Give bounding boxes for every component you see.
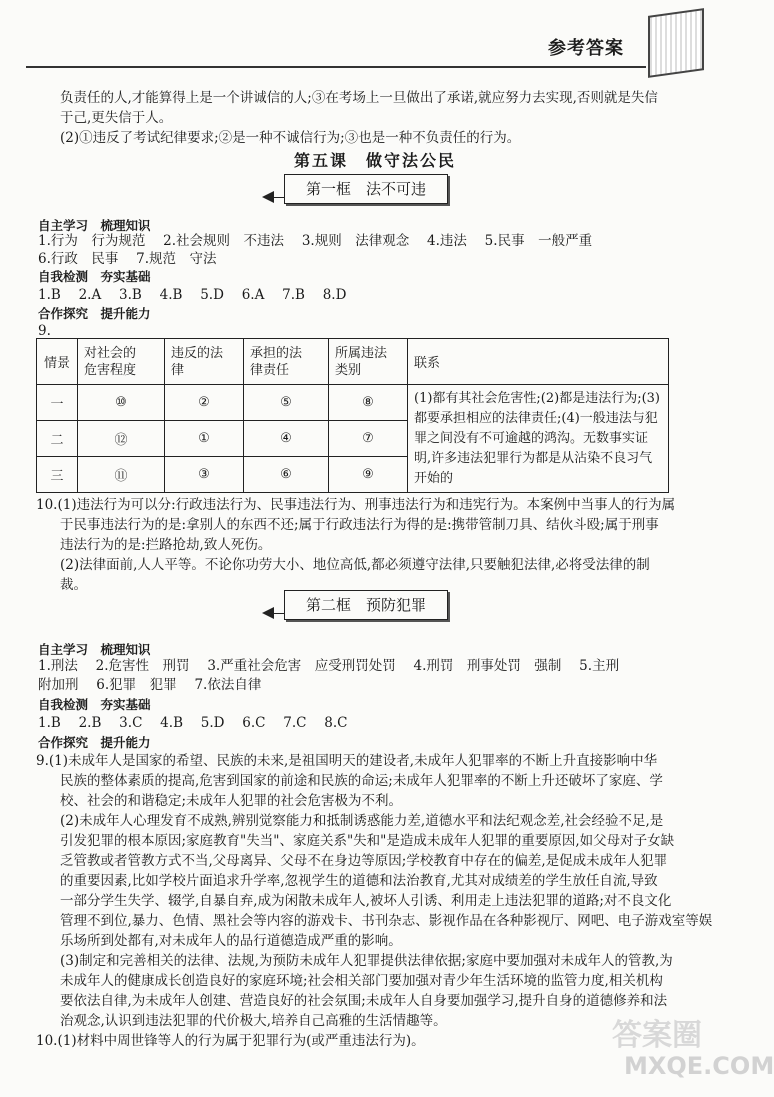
table-row [37,385,669,421]
s1-q10-line-3: 违法行为的是:拦路抢劫,致人死伤。 [60,537,272,553]
s2-q10-line: 10.(1)材料中周世锋等人的行为属于犯罪行为(或严重违法行为)。 [36,1033,425,1049]
table-cell: ② [165,385,244,421]
s2-q9-line: 乏管教或者管教方式不当,父母离异、父母不在身边等原因;学校教育中存在的偏差,是促成未成年人犯罪 [60,853,668,869]
s2-q9-line: 9.(1)未成年人是国家的希望、民族的未来,是祖国明天的建设者,未成年人犯罪率的不断上升直接影响中华 [36,753,658,769]
s2-q9-line: (3)制定和完善相关的法律、法规,为预防未成年人犯罪提供法律依据;家庭中要加强对未成年人的管教,为 [60,953,673,969]
table-cell: ④ [244,421,329,457]
page-header-title: 参考答案 [548,38,624,59]
row-label: 二 [37,421,78,457]
s1-study-line-1: 1.行为 行为规范 2.社会规则 不违法 3.规则 法律观念 4.违法 5.民事 一般严重 [38,233,593,249]
table-header: 承担的法 律责任 [244,339,329,385]
arrow-left-icon [262,191,274,203]
s2-check-heading: 自我检测 夯实基础 [38,697,151,712]
s2-q9-line: 治观念,认识到违法犯罪的代价极大,培养自己高雅的生活情趣等。 [60,1013,447,1029]
section-1-heading: 第一框 法不可违 [284,174,448,204]
table-cell: ⑪ [78,457,165,493]
s1-coop-heading: 合作探究 提升能力 [38,306,151,321]
s2-study-line-2: 附加刑 6.犯罪 犯罪 7.依法自律 [38,677,262,693]
table-header: 情景 [37,339,78,385]
table-cell: ⑥ [244,457,329,493]
s2-check-answers: 1.B 2.B 3.C 4.B 5.D 6.C 7.C 8.C [38,715,348,731]
table-link-cell: (1)都有其社会危害性;(2)都是违法行为;(3)都要承担相应的法律责任;(4)一般违法与犯罪之间没有不可逾越的鸿沟。无数事实证明,许多违法犯罪行为都是从沾染不良习气开始的 [408,385,669,493]
s1-study-heading: 自主学习 梳理知识 [38,218,151,233]
s2-q9-line: 的重要因素,比如学校片面追求升学率,忽视学生的道德和法治教育,尤其对成绩差的学生放任自流,导致 [60,873,658,889]
table-cell: ⑤ [244,385,329,421]
s2-q9-line: 民族的整体素质的提高,危害到国家的前途和民族的命运;未成年人犯罪率的不断上升还破坏了家庭、学 [60,773,663,789]
intro-line-3: (2)①违反了考试纪律要求;②是一种不诚信行为;③也是一种不负责任的行为。 [60,130,521,146]
s2-study-heading: 自主学习 梳理知识 [38,642,151,657]
book-logo-icon [648,8,704,78]
s2-q9-line: 要依法自律,为未成年人创建、营造良好的社会氛围;未成年人自身要加强学习,提升自身的道德修养和法 [60,993,668,1009]
s1-q10-line-5: 裁。 [60,577,87,593]
s2-coop-heading: 合作探究 提升能力 [38,735,151,750]
s2-q9-line: 管理不到位,暴力、色情、黑社会等内容的游戏卡、书刊杂志、影视作品在各种影视厅、网吧、电子游戏室等娱 [60,913,713,929]
intro-line-1: 负责任的人,才能算得上是一个讲诚信的人;③在考场上一旦做出了承诺,就应努力去实现,否则就是失信 [60,90,658,106]
table-cell: ⑦ [329,421,408,457]
row-label: 一 [37,385,78,421]
s2-q9-line: 校、社会的和谐稳定;未成年人犯罪的社会危害极为不利。 [60,793,403,809]
table-cell: ⑫ [78,421,165,457]
s2-q9-line: (2)未成年人心理发育不成熟,辨别觉察能力和抵制诱惑能力差,道德水平和法纪观念差,社会经验不足,是 [60,813,664,829]
s2-q9-line: 乐场所到处都有,对未成年人的品行道德造成严重的影响。 [60,933,402,949]
s2-q9-line: 引发犯罪的根本原因;家庭教育"失当"、家庭关系"失和"是造成未成年人犯罪的重要原因,如父母对子女缺 [60,833,675,849]
table-header: 违反的法 律 [165,339,244,385]
watermark-logo: 答案圈 [612,1018,702,1053]
intro-line-2: 于己,更失信于人。 [60,110,173,126]
arrow-left-icon [262,607,274,619]
watermark-url: MXQE.COM [624,1052,774,1080]
table-cell: ⑨ [329,457,408,493]
answer-table [36,338,669,493]
table-header: 对社会的 危害程度 [78,339,165,385]
table-cell: ① [165,421,244,457]
table-cell: ③ [165,457,244,493]
s1-q10-line-2: 于民事违法行为的是:拿别人的东西不还;属于行政违法行为得的是:携带管制刀具、结伙斗殴;属于刑事 [60,517,659,533]
s1-q9-label: 9. [38,323,51,339]
header-rule [26,66,646,68]
s2-study-line-1: 1.刑法 2.危害性 刑罚 3.严重社会危害 应受刑罚处罚 4.刑罚 刑事处罚 强制 5.主刑 [38,658,620,674]
s2-q9-line: 未成年人的健康成长创造良好的家庭环境;社会相关部门要加强对青少年生活环境的监管力度,相关机构 [60,973,663,989]
row-label: 三 [37,457,78,493]
section-2-heading: 第二框 预防犯罪 [284,590,448,620]
s1-q10-line-4: (2)法律面前,人人平等。不论你功劳大小、地位高低,都必须遵守法律,只要触犯法律,必将受法律的制 [60,557,650,573]
lesson-title: 第五课 做守法公民 [293,151,456,170]
s1-q10-line-1: 10.(1)违法行为可以分:行政违法行为、民事违法行为、刑事违法行为和违宪行为。本案例中当事人的行为属 [36,497,676,513]
s1-check-answers: 1.B 2.A 3.B 4.B 5.D 6.A 7.B 8.D [38,287,347,303]
table-cell: ⑧ [329,385,408,421]
s2-q9-line: 一部分学生失学、辍学,自暴自弃,成为闲散未成年人,被坏人引诱、利用走上违法犯罪的道路;对不良文化 [60,893,672,909]
s1-check-heading: 自我检测 夯实基础 [38,269,151,284]
table-header: 所属违法 类别 [329,339,408,385]
table-header: 联系 [408,339,669,385]
s1-study-line-2: 6.行政 民事 7.规范 守法 [38,251,217,267]
table-cell: ⑩ [78,385,165,421]
